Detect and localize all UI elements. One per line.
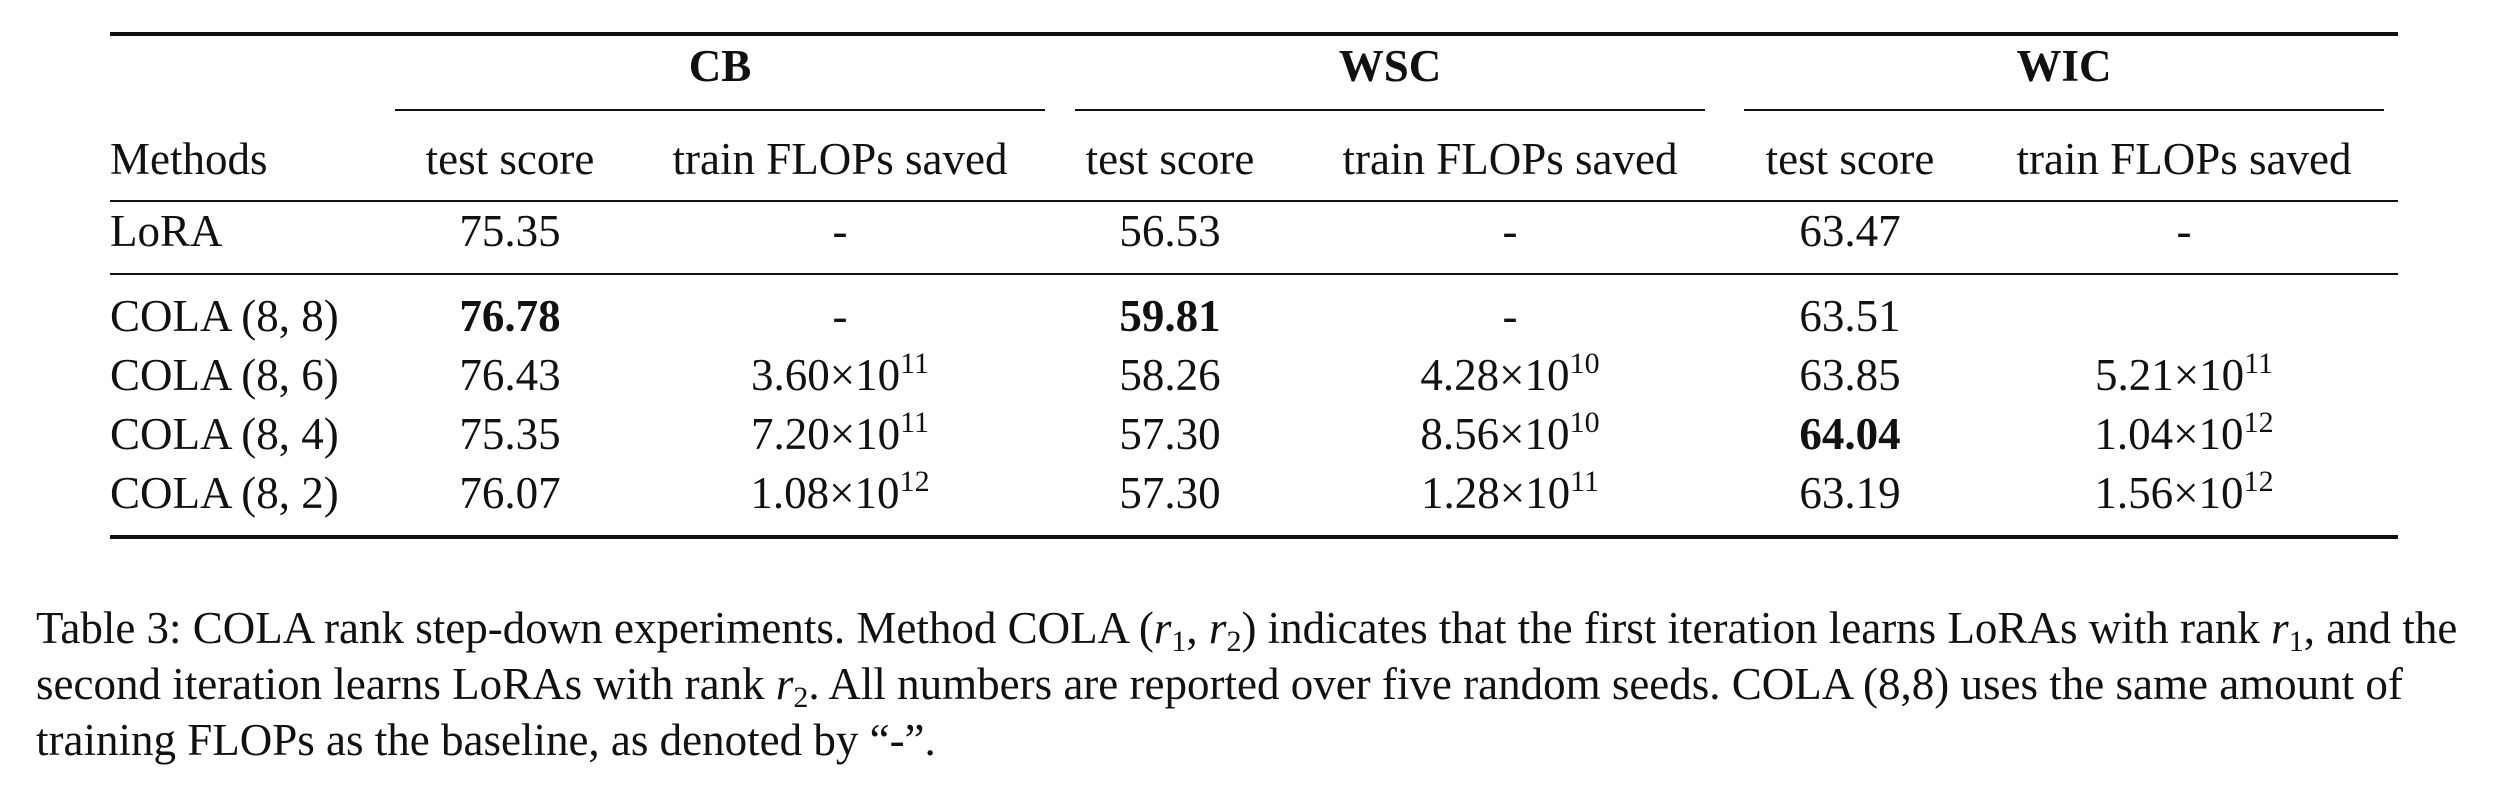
table-row-cola-8-4 xyxy=(110,405,2398,464)
cell-value-best: 76.78 xyxy=(390,274,630,346)
caption-var-r2b: r xyxy=(775,659,794,709)
cell-value: 76.07 xyxy=(459,468,561,518)
row-method: COLA (8, 8) xyxy=(110,274,390,346)
cell-value: 75.35 xyxy=(390,201,630,274)
flops-exponent: 11 xyxy=(2244,347,2274,380)
results-table xyxy=(110,32,2398,539)
cell-flops xyxy=(1290,405,1730,464)
flops-exponent: 10 xyxy=(1569,347,1600,380)
caption-text-3: , and the second iteration learns LoRAs with rank xyxy=(36,603,2458,709)
cell-value: - xyxy=(630,274,1050,346)
column-header-wic-test-score: test score xyxy=(1765,133,1935,184)
table-row-cola-8-6 xyxy=(110,346,2398,405)
cell-flops xyxy=(630,464,1050,537)
flops-mantissa: 5.21×10 xyxy=(2094,350,2245,400)
caption-var-r2-sub: 2 xyxy=(1226,625,1242,658)
caption-text-1: Table 3: COLA rank step-down experiments. Method COLA ( xyxy=(36,603,1154,653)
flops-exponent: 11 xyxy=(900,406,930,439)
cell-value: 76.43 xyxy=(459,350,561,400)
group-rule-wic xyxy=(1744,109,2384,111)
row-method: COLA (8, 6) xyxy=(110,350,339,400)
caption-text-4: . All numbers are reported over five random seeds. COLA (8,8) uses the same amount of training FLOPs as the baseline, as denoted by “-”. xyxy=(36,659,2403,765)
cell-value: - xyxy=(1970,201,2398,274)
cell-value: 63.85 xyxy=(1799,350,1901,400)
cell-value: 57.30 xyxy=(1119,468,1221,518)
flops-mantissa: 1.04×10 xyxy=(2094,409,2244,459)
group-header-blank xyxy=(110,34,390,118)
caption-var-r2b-sub: 2 xyxy=(793,681,809,714)
column-header-wsc-flops: train FLOPs saved xyxy=(1342,133,1678,184)
group-rule-cb xyxy=(395,109,1045,111)
caption-var-r1-sub: 1 xyxy=(1171,625,1187,658)
row-method: LoRA xyxy=(110,201,390,274)
cell-value: - xyxy=(1290,201,1730,274)
group-header-row xyxy=(110,34,2398,118)
cell-flops xyxy=(1290,346,1730,405)
column-header-wsc-test-score: test score xyxy=(1085,133,1255,184)
table-row-cola-8-8 xyxy=(110,274,2398,346)
cell-flops xyxy=(1970,346,2398,405)
cell-flops xyxy=(1970,405,2398,464)
cell-value: - xyxy=(630,201,1050,274)
flops-mantissa: 7.20×10 xyxy=(750,409,901,459)
column-header-row xyxy=(110,118,2398,201)
cell-value: - xyxy=(1290,274,1730,346)
caption-text-2: ) indicates that the first iteration learns LoRAs with rank xyxy=(1241,603,2272,653)
group-header-cb xyxy=(390,34,1050,118)
table-row-lora xyxy=(110,201,2398,274)
flops-exponent: 12 xyxy=(899,465,930,498)
row-method: COLA (8, 4) xyxy=(110,409,339,459)
flops-mantissa: 3.60×10 xyxy=(750,350,901,400)
group-label-wsc: WSC xyxy=(1338,40,1442,91)
flops-mantissa: 8.56×10 xyxy=(1420,409,1570,459)
cell-value-best: 64.04 xyxy=(1799,409,1901,459)
flops-mantissa: 1.28×10 xyxy=(1420,468,1571,518)
group-header-wsc xyxy=(1050,34,1730,118)
cell-flops xyxy=(630,346,1050,405)
flops-exponent: 12 xyxy=(2243,406,2274,439)
group-label-cb: CB xyxy=(688,40,752,91)
cell-flops xyxy=(1970,464,2398,537)
flops-exponent: 11 xyxy=(900,347,930,380)
caption-var-r2: r xyxy=(1208,603,1227,653)
caption-var-r1: r xyxy=(1153,603,1172,653)
cell-value: 63.47 xyxy=(1730,201,1970,274)
flops-mantissa: 1.08×10 xyxy=(750,468,900,518)
cell-value: 58.26 xyxy=(1119,350,1221,400)
caption-var-r1b: r xyxy=(2271,603,2289,653)
cell-value: 56.53 xyxy=(1050,201,1290,274)
flops-exponent: 11 xyxy=(1570,465,1600,498)
cell-flops xyxy=(630,405,1050,464)
table-caption xyxy=(36,600,2476,768)
flops-mantissa: 1.56×10 xyxy=(2094,468,2244,518)
group-rule-wsc xyxy=(1075,109,1705,111)
cell-flops xyxy=(1290,464,1730,537)
flops-mantissa: 4.28×10 xyxy=(1420,350,1570,400)
table-row-cola-8-2 xyxy=(110,464,2398,537)
cell-value: 63.19 xyxy=(1799,468,1901,518)
column-header-wic-flops: train FLOPs saved xyxy=(2016,133,2352,184)
results-table-container xyxy=(110,32,2398,539)
column-header-methods: Methods xyxy=(110,133,268,184)
cell-value: 63.51 xyxy=(1730,274,1970,346)
caption-comma: , xyxy=(1186,603,1209,653)
group-header-wic xyxy=(1730,34,2398,118)
flops-exponent: 12 xyxy=(2243,465,2274,498)
cell-value xyxy=(1970,274,2398,346)
cell-value: 57.30 xyxy=(1119,409,1221,459)
column-header-cb-flops: train FLOPs saved xyxy=(672,133,1008,184)
flops-exponent: 10 xyxy=(1569,406,1600,439)
cell-value-best: 59.81 xyxy=(1050,274,1290,346)
row-method: COLA (8, 2) xyxy=(110,468,339,518)
caption-var-r1b-sub: 1 xyxy=(2288,625,2304,658)
column-header-cb-test-score: test score xyxy=(425,133,595,184)
group-label-wic: WIC xyxy=(2016,40,2112,91)
cell-value: 75.35 xyxy=(459,409,561,459)
